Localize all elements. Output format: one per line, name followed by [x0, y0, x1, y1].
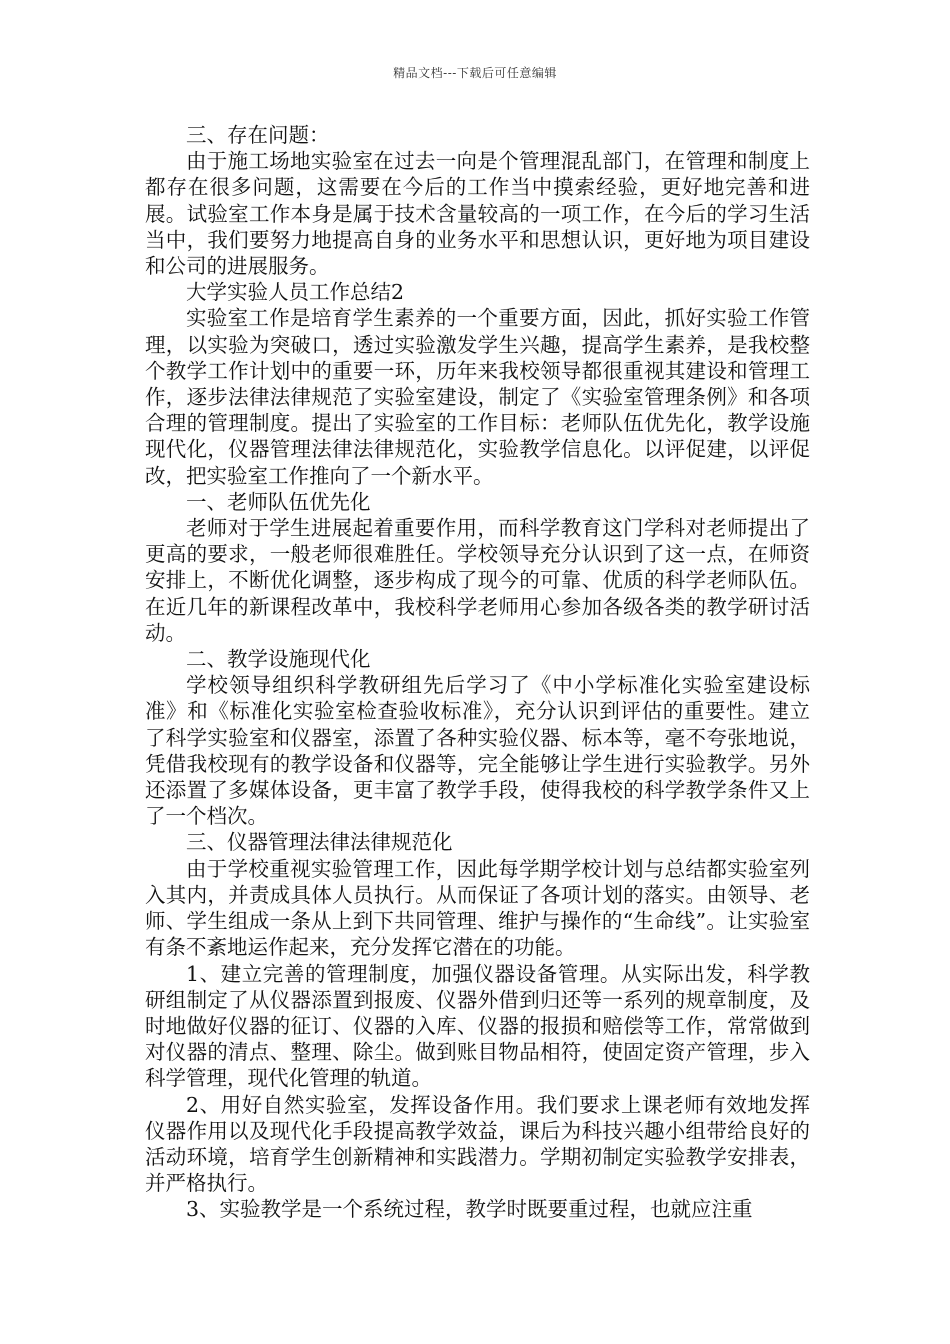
paragraph: 2、用好自然实验室，发挥设备作用。我们要求上课老师有效地发挥仪器作用以及现代化手段提高教学效益，课后为科技兴趣小组带给良好的活动环境，培育学生创新精神和实践潜力。学期初制定实验教学安排表，并严格执行。	[145, 1092, 810, 1196]
document-title: 大学实验人员工作总结2	[186, 280, 405, 305]
section-heading: 三、仪器管理法律法律规范化	[186, 830, 453, 855]
paragraph: 3、实验教学是一个系统过程，教学时既要重过程，也就应注重	[186, 1197, 753, 1222]
paragraph: 由于学校重视实验管理工作，因此每学期学校计划与总结都实验室列入其内，并责成具体人员执行。从而保证了各项计划的落实。由领导、老师、学生组成一条从上到下共同管理、维护与操作的“生命线”。让实验室有条不紊地运作起来，充分发挥它潜在的功能。	[145, 856, 810, 960]
document-body	[145, 122, 810, 1223]
section-heading: 二、教学设施现代化	[186, 647, 371, 672]
paragraph: 由于施工场地实验室在过去一向是个管理混乱部门，在管理和制度上都存在很多问题，这需要在今后的工作当中摸索经验，更好地完善和进展。试验室工作本身是属于技术含量较高的一项工作，在今后的学习生活当中，我们要努力地提高自身的业务水平和思想认识，更好地为项目建设和公司的进展服务。	[145, 149, 810, 279]
section-heading: 一、老师队伍优先化	[186, 489, 371, 514]
paragraph: 学校领导组织科学教研组先后学习了《中小学标准化实验室建设标准》和《标准化实验室检查验收标准》，充分认识到评估的重要性。建立了科学实验室和仪器室，添置了各种实验仪器、标本等，毫不夸张地说，凭借我校现有的教学设备和仪器等，完全能够让学生进行实验教学。另外还添置了多媒体设备，更丰富了教学手段，使得我校的科学教学条件又上了一个档次。	[145, 673, 810, 829]
section-heading: 三、存在问题：	[186, 123, 330, 147]
paragraph: 老师对于学生进展起着重要作用，而科学教育这门学科对老师提出了更高的要求，一般老师很难胜任。学校领导充分认识到了这一点，在师资安排上，不断优化调整，逐步构成了现今的可靠、优质的科学老师队伍。在近几年的新课程改革中，我校科学老师用心参加各级各类的教学研讨活动。	[145, 516, 810, 645]
paragraph: 1、建立完善的管理制度，加强仪器设备管理。从实际出发，科学教研组制定了从仪器添置到报废、仪器外借到归还等一系列的规章制度，及时地做好仪器的征订、仪器的入库、仪器的报损和赔偿等工作，常常做到对仪器的清点、整理、除尘。做到账目物品相符，使固定资产管理，步入科学管理，现代化管理的轨道。	[145, 961, 810, 1091]
page-header: 精品文档---下载后可任意编辑	[393, 66, 557, 80]
paragraph: 实验室工作是培育学生素养的一个重要方面，因此，抓好实验工作管理，以实验为突破口，透过实验激发学生兴趣，提高学生素养，是我校整个教学工作计划中的重要一环，历年来我校领导都很重视其建设和管理工作，逐步法律法律规范了实验室建设，制定了《实验室管理条例》和各项合理的管理制度。提出了实验室的工作目标：老师队伍优先化，教学设施现代化，仪器管理法律法律规范化，实验教学信息化。以评促建，以评促改，把实验室工作推向了一个新水平。	[145, 306, 810, 488]
